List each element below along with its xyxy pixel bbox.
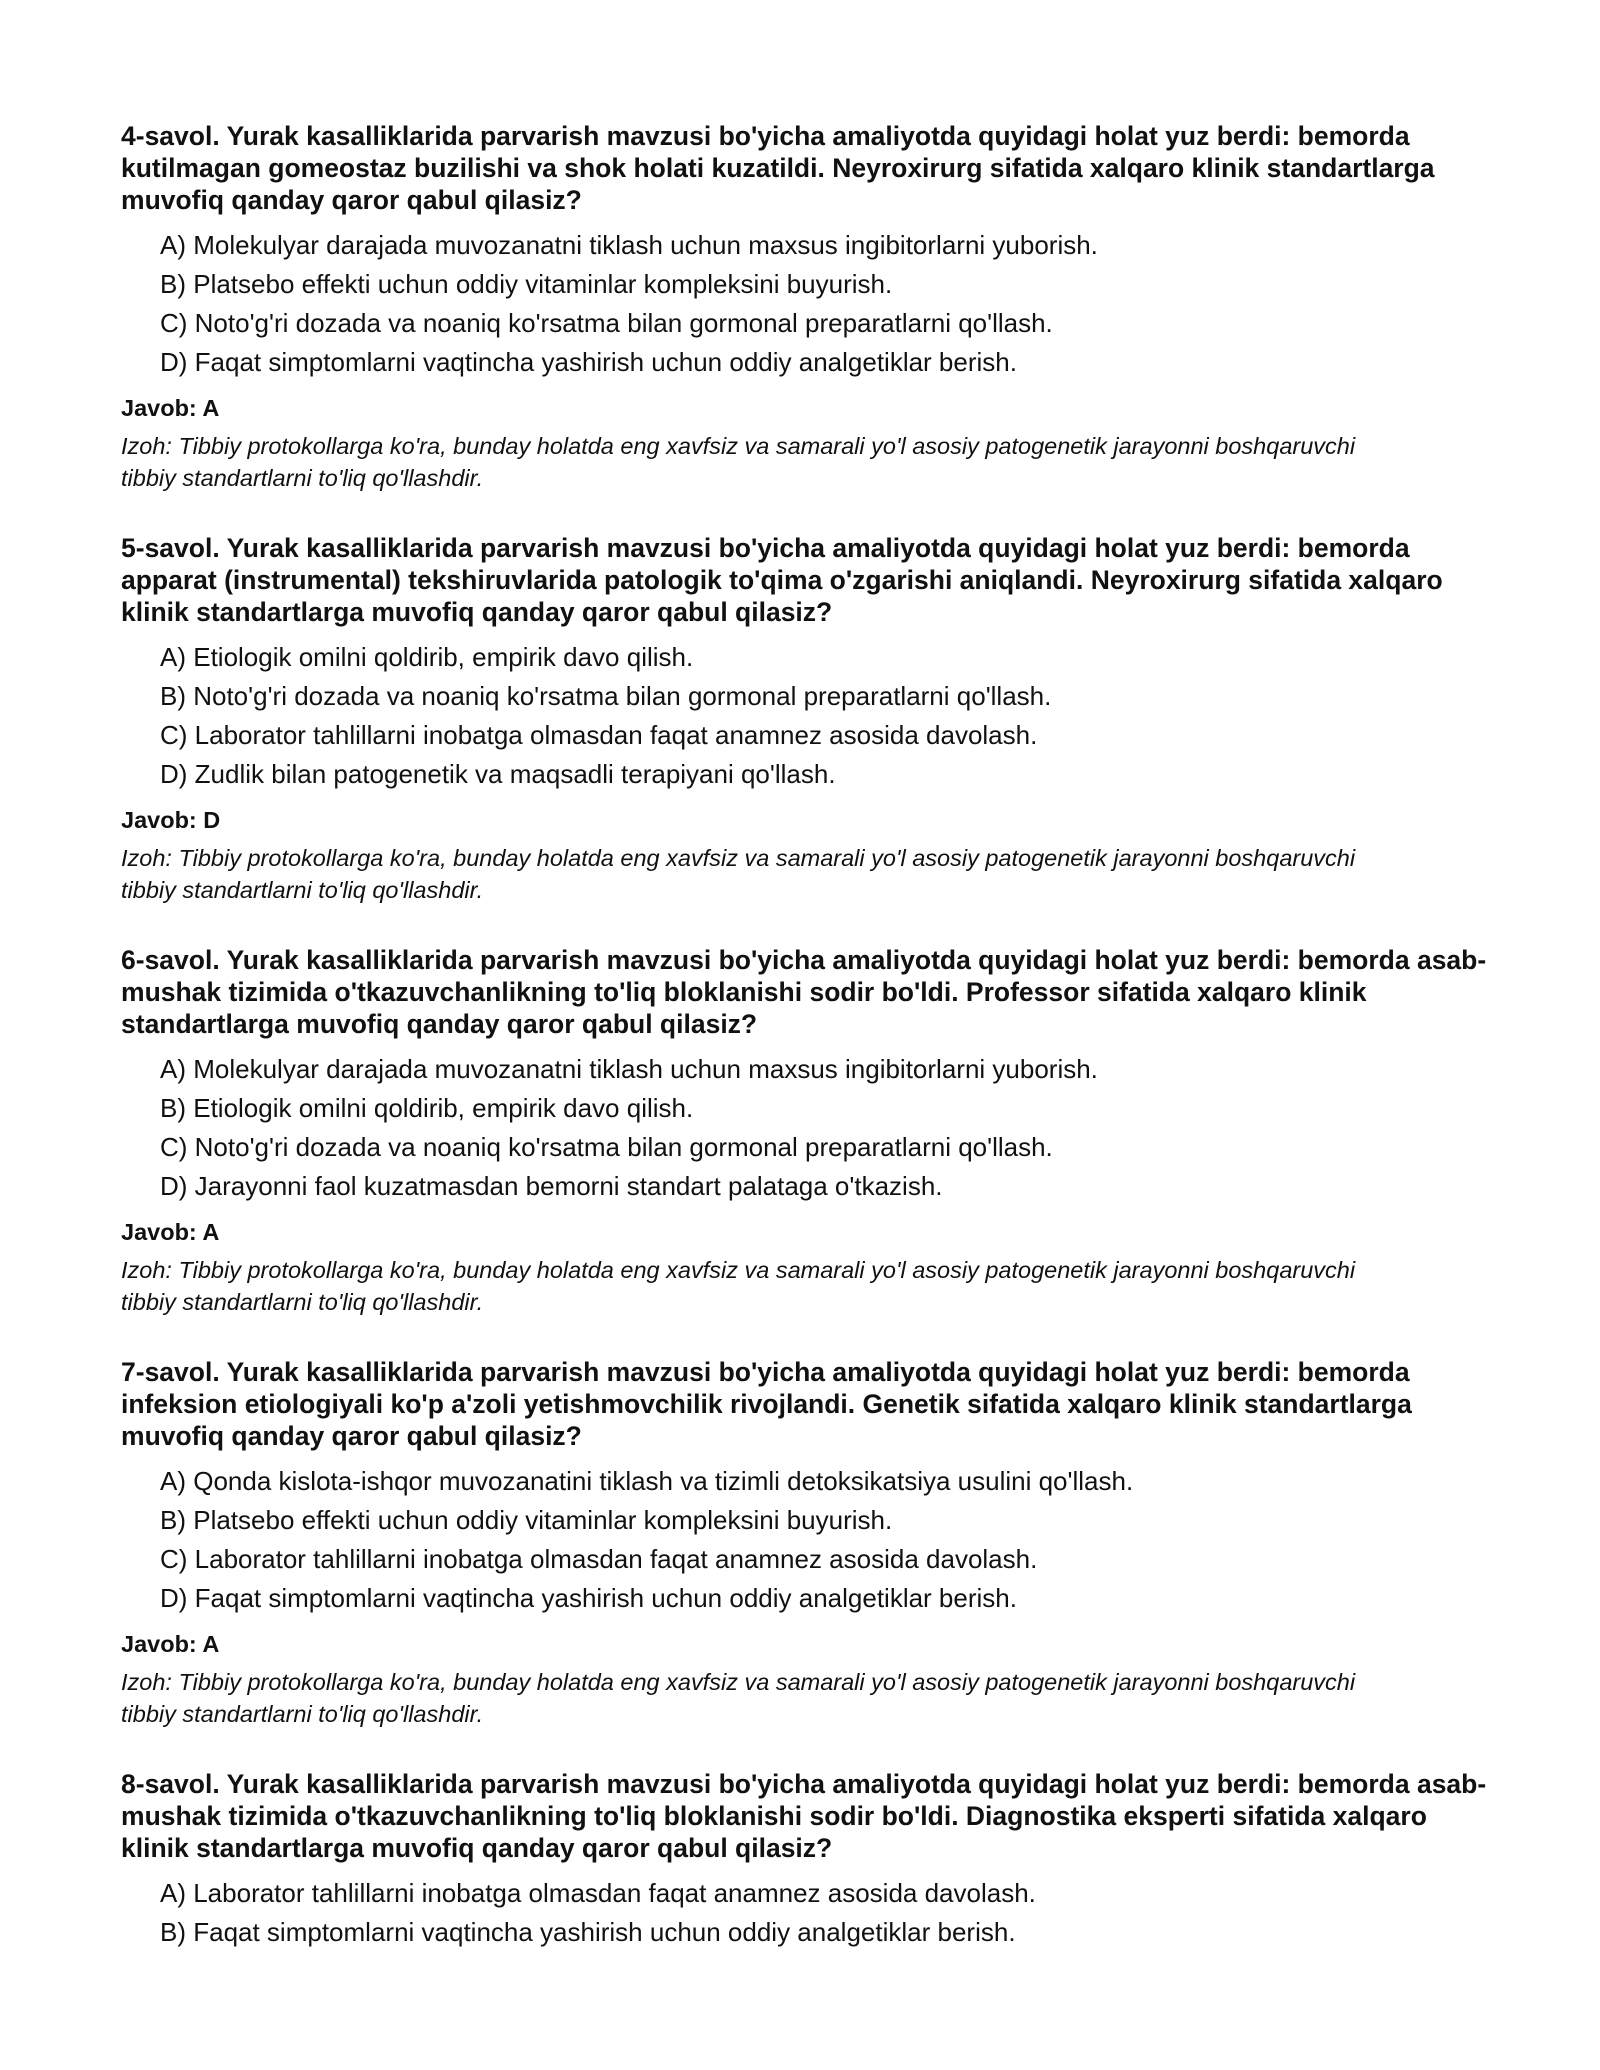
option-a: A) Laborator tahlillarni inobatga olmasdan faqat anamnez asosida davolash.: [160, 1878, 1036, 1908]
explanation-text: Izoh: Tibbiy protokollarga ko'ra, bunday holatda eng xavfsiz va samarali yo'l asosiy patogenetik jarayonni boshqaruvchi tibbiy standartlarni to'liq qo'llashdir.: [121, 845, 1356, 903]
question-8: [121, 1768, 1501, 1952]
option-c: C) Laborator tahlillarni inobatga olmasdan faqat anamnez asosida davolash.: [160, 1544, 1038, 1574]
options-list: [121, 638, 1501, 794]
option-a: A) Etiologik omilni qoldirib, empirik davo qilish.: [160, 642, 694, 672]
option-b: B) Noto'g'ri dozada va noaniq ko'rsatma bilan gormonal preparatlarni qo'llash.: [160, 681, 1052, 711]
question-title: 7-savol. Yurak kasalliklarida parvarish mavzusi bo'yicha amaliyotda quyidagi holat yuz berdi: bemorda infeksion etiologiyali ko'p a'zoli yetishmovchilik rivojlandi. Genetik sifatida xalqaro klinik standartlarga muvofiq qanday qaror qabul qilasiz?: [121, 1357, 1412, 1451]
question-title: 5-savol. Yurak kasalliklarida parvarish mavzusi bo'yicha amaliyotda quyidagi holat yuz berdi: bemorda apparat (instrumental) tekshiruvlarida patologik to'qima o'zgarishi aniqlandi. Neyroxirurg sifatida xalqaro klinik standartlarga muvofiq qanday qaror qabul qilasiz?: [121, 533, 1443, 627]
options-list: [121, 226, 1501, 382]
option-d: D) Faqat simptomlarni vaqtincha yashirish uchun oddiy analgetiklar berish.: [160, 347, 1017, 377]
question-4: [121, 120, 1501, 494]
explanation-text: Izoh: Tibbiy protokollarga ko'ra, bunday holatda eng xavfsiz va samarali yo'l asosiy patogenetik jarayonni boshqaruvchi tibbiy standartlarni to'liq qo'llashdir.: [121, 1257, 1356, 1315]
option-d: D) Jarayonni faol kuzatmasdan bemorni standart palataga o'tkazish.: [160, 1171, 943, 1201]
option-a: A) Molekulyar darajada muvozanatni tiklash uchun maxsus ingibitorlarni yuborish.: [160, 230, 1098, 260]
explanation-text: Izoh: Tibbiy protokollarga ko'ra, bunday holatda eng xavfsiz va samarali yo'l asosiy patogenetik jarayonni boshqaruvchi tibbiy standartlarni to'liq qo'llashdir.: [121, 1669, 1356, 1727]
option-a: A) Qonda kislota-ishqor muvozanatini tiklash va tizimli detoksikatsiya usulini qo'llash.: [160, 1466, 1134, 1496]
option-a: A) Molekulyar darajada muvozanatni tiklash uchun maxsus ingibitorlarni yuborish.: [160, 1054, 1098, 1084]
question-title: 6-savol. Yurak kasalliklarida parvarish mavzusi bo'yicha amaliyotda quyidagi holat yuz berdi: bemorda asab-mushak tizimida o'tkazuvchanlikning to'liq bloklanishi sodir bo'ldi. Professor sifatida xalqaro klinik standartlarga muvofiq qanday qaror qabul qilasiz?: [121, 945, 1487, 1039]
option-c: C) Noto'g'ri dozada va noaniq ko'rsatma bilan gormonal preparatlarni qo'llash.: [160, 308, 1053, 338]
option-b: B) Faqat simptomlarni vaqtincha yashirish uchun oddiy analgetiklar berish.: [160, 1917, 1016, 1947]
question-title: 8-savol. Yurak kasalliklarida parvarish mavzusi bo'yicha amaliyotda quyidagi holat yuz berdi: bemorda asab-mushak tizimida o'tkazuvchanlikning to'liq bloklanishi sodir bo'ldi. Diagnostika eksperti sifatida xalqaro klinik standartlarga muvofiq qanday qaror qabul qilasiz?: [121, 1769, 1487, 1863]
answer-label: Javob: D: [121, 807, 221, 833]
answer-label: Javob: A: [121, 395, 220, 421]
question-7: [121, 1356, 1501, 1730]
question-title: 4-savol. Yurak kasalliklarida parvarish mavzusi bo'yicha amaliyotda quyidagi holat yuz berdi: bemorda kutilmagan gomeostaz buzilishi va shok holati kuzatildi. Neyroxirurg sifatida xalqaro klinik standartlarga muvofiq qanday qaror qabul qilasiz?: [121, 121, 1435, 215]
explanation-text: Izoh: Tibbiy protokollarga ko'ra, bunday holatda eng xavfsiz va samarali yo'l asosiy patogenetik jarayonni boshqaruvchi tibbiy standartlarni to'liq qo'llashdir.: [121, 433, 1356, 491]
option-d: D) Faqat simptomlarni vaqtincha yashirish uchun oddiy analgetiklar berish.: [160, 1583, 1017, 1613]
options-list: [121, 1462, 1501, 1618]
answer-label: Javob: A: [121, 1219, 220, 1245]
options-list: [121, 1050, 1501, 1206]
options-list: [121, 1874, 1501, 1952]
option-d: D) Zudlik bilan patogenetik va maqsadli terapiyani qo'llash.: [160, 759, 836, 789]
option-c: C) Noto'g'ri dozada va noaniq ko'rsatma bilan gormonal preparatlarni qo'llash.: [160, 1132, 1053, 1162]
answer-label: Javob: A: [121, 1631, 220, 1657]
option-c: C) Laborator tahlillarni inobatga olmasdan faqat anamnez asosida davolash.: [160, 720, 1038, 750]
option-b: B) Platsebo effekti uchun oddiy vitaminlar kompleksini buyurish.: [160, 1505, 893, 1535]
question-5: [121, 532, 1501, 906]
option-b: B) Etiologik omilni qoldirib, empirik davo qilish.: [160, 1093, 694, 1123]
option-b: B) Platsebo effekti uchun oddiy vitaminlar kompleksini buyurish.: [160, 269, 893, 299]
question-6: [121, 944, 1501, 1318]
document-page: [121, 120, 1501, 1990]
